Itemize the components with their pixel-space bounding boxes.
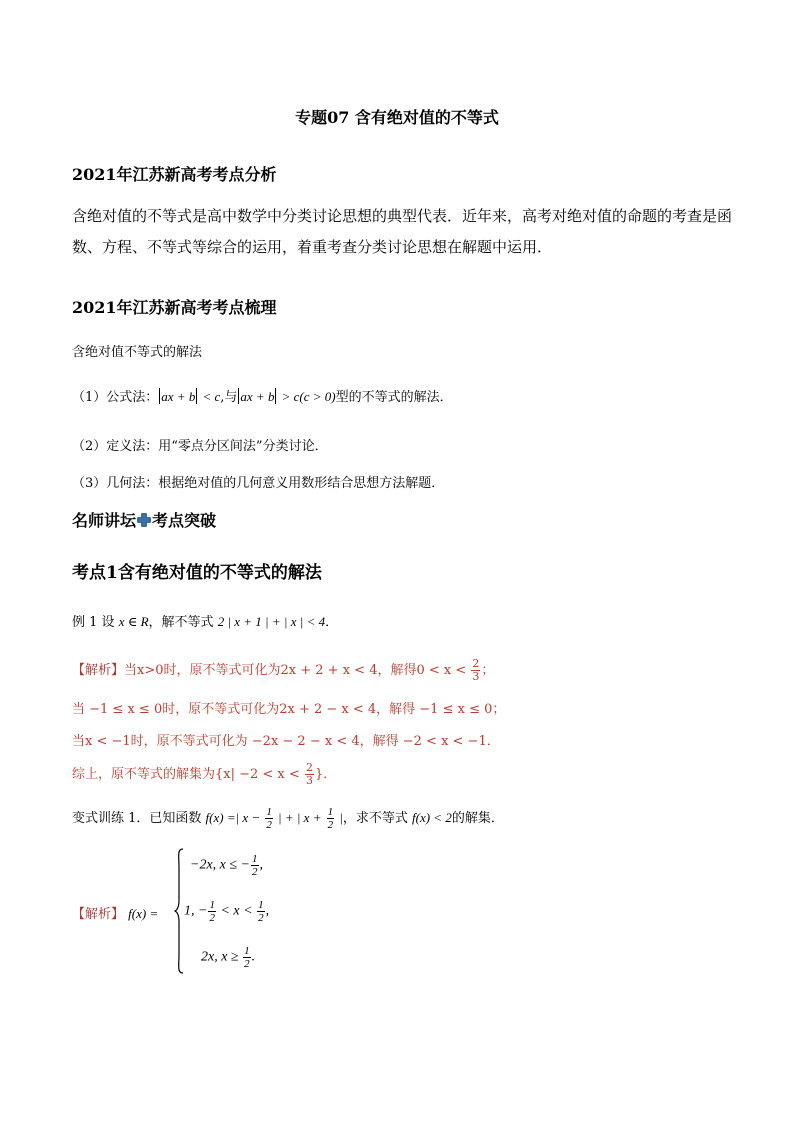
fraction — [327, 806, 335, 831]
fraction-numerator: 2 — [305, 761, 313, 774]
case3-end: . — [251, 949, 256, 965]
case3-text: 2x, x ≥ — [201, 949, 239, 965]
solution-case-positive: 当x>0时，原不等式可化为2x + 2 + x < 4，解得0 < x < — [124, 663, 467, 678]
item1-expr1: ax + b — [161, 389, 196, 404]
example-set: x ∈ R — [118, 614, 149, 629]
solution-line-3: 当x < −1时，原不等式可化为 −2x − 2 − x < 4，解得 −2 < x < −1． — [72, 734, 500, 749]
plus-icon — [137, 513, 151, 527]
section-heading-analysis: 2021年江苏新高考考点分析 — [72, 165, 277, 184]
banner-right: 考点突破 — [152, 511, 217, 530]
piecewise-tag: 【解析】 — [72, 907, 125, 922]
exercise-prefix: 变式训练 1．已知函数 — [72, 811, 202, 826]
fraction-numerator: 1 — [327, 806, 334, 818]
example-end: ． — [325, 615, 339, 630]
method-subheading: 含绝对值不等式的解法 — [72, 345, 203, 360]
fraction — [265, 806, 273, 831]
solution-line-1 — [72, 658, 494, 683]
fraction-numerator: 1 — [266, 806, 272, 818]
item1-rel1: < c — [202, 389, 221, 404]
item1-rel2: > c(c > 0) — [281, 389, 336, 404]
case2-text: 1, − — [184, 903, 208, 919]
solution-line-4 — [72, 762, 336, 787]
example-inequality: 2 | x + 1 | + | x | < 4 — [217, 614, 326, 629]
solution-tag: 【解析】 — [72, 663, 125, 678]
fraction — [257, 899, 265, 924]
fraction — [471, 658, 480, 683]
section-heading-review: 2021年江苏新高考考点梳理 — [72, 298, 277, 317]
fraction — [251, 853, 259, 878]
fraction-denominator: 3 — [472, 670, 480, 683]
lecture-banner — [72, 508, 216, 531]
case1-end: , — [259, 857, 264, 873]
exercise-ask: ，求不等式 — [342, 811, 408, 826]
fraction-denominator: 2 — [266, 819, 272, 831]
method-item-formula — [72, 386, 453, 405]
abs-bar — [196, 388, 197, 404]
exercise-inequality: f(x) < 2 — [412, 810, 452, 825]
left-brace-icon — [174, 848, 184, 974]
method-item-geometry: （3）几何法：根据绝对值的几何意义用数形结合思想方法解题． — [72, 476, 445, 491]
exercise-mid: | + | x + — [278, 810, 322, 825]
analysis-paragraph: 含绝对值的不等式是高中数学中分类讨论思想的典型代表．近年来，高考对绝对值的命题的考查是函数、方程、不等式等综合的运用，着重考查分类讨论思想在解题中运用． — [72, 207, 733, 256]
method-item-definition: （2）定义法：用“零点分区间法”分类讨论． — [72, 439, 328, 454]
solution-line-1-end: ； — [481, 663, 495, 678]
banner-left: 名师讲坛 — [72, 511, 137, 530]
example-1 — [72, 611, 338, 630]
fraction — [305, 762, 314, 787]
case2-end: , — [265, 903, 270, 919]
item1-suffix: 型的不等式的解法． — [335, 390, 453, 405]
exercise-close: | — [339, 810, 343, 825]
example-mid: ，解不等式 — [148, 615, 214, 630]
piecewise-case-2 — [184, 899, 269, 924]
piecewise-case-1 — [190, 853, 263, 878]
fraction-numerator: 2 — [472, 657, 480, 670]
example-prefix: 例 1 设 — [72, 615, 115, 630]
fraction-numerator: 1 — [252, 853, 258, 865]
fraction-numerator: 1 — [209, 899, 215, 911]
item1-prefix: （1）公式法： — [72, 390, 159, 405]
item1-mid: ,与 — [220, 390, 238, 405]
piecewise-lhs: f(x) = — [128, 906, 159, 921]
solution-line-4-end: }． — [314, 767, 337, 782]
fraction — [208, 899, 216, 924]
fraction-denominator: 3 — [305, 774, 313, 787]
exercise-1 — [72, 806, 504, 831]
abs-bar — [275, 388, 276, 404]
item1-expr2: ax + b — [240, 389, 275, 404]
topic-heading: 考点1含有绝对值的不等式的解法 — [72, 563, 322, 583]
fraction — [243, 945, 251, 970]
exercise-fx: f(x) =| x − — [205, 810, 261, 825]
fraction-denominator: 2 — [244, 958, 250, 970]
solution-line-2: 当 −1 ≤ x ≤ 0时，原不等式可化为2x + 2 − x < 4，解得 −1 ≤ x ≤ 0； — [72, 702, 506, 717]
piecewise-case-3 — [201, 945, 255, 970]
fraction-numerator: 1 — [258, 899, 264, 911]
fraction-denominator: 2 — [209, 912, 215, 924]
case1-text: −2x, x ≤ − — [190, 857, 251, 873]
page-title: 专题07 含有绝对值的不等式 — [295, 108, 499, 127]
case2-mid: < x < — [220, 903, 253, 919]
exercise-end: 的解集． — [451, 811, 504, 826]
solution-summary: 综上，原不等式的解集为{x| −2 < x < — [72, 767, 300, 782]
fraction-denominator: 2 — [252, 866, 258, 878]
piecewise-lead — [72, 903, 158, 922]
fraction-denominator: 2 — [258, 912, 264, 924]
fraction-denominator: 2 — [327, 819, 334, 831]
fraction-numerator: 1 — [244, 945, 250, 957]
